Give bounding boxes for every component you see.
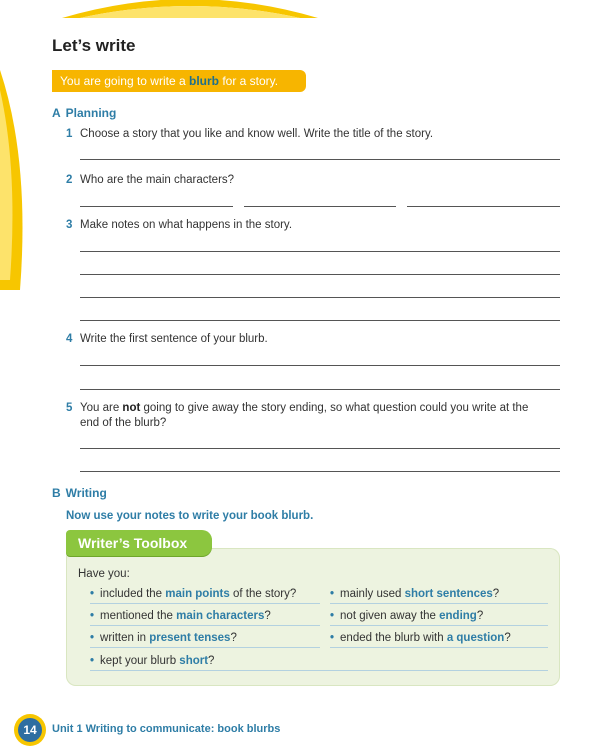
checklist-item bbox=[330, 628, 548, 648]
question-text: Who are the main characters? bbox=[80, 174, 235, 186]
page-number: 14 bbox=[18, 718, 42, 742]
page-number-badge bbox=[16, 716, 44, 744]
checklist-keyword: main characters bbox=[176, 610, 265, 622]
question-number: 3 bbox=[66, 219, 73, 231]
answer-line[interactable] bbox=[80, 159, 560, 160]
question-text: Choose a story that you like and know well. Write the title of the story. bbox=[80, 128, 434, 140]
answer-line[interactable] bbox=[244, 206, 396, 207]
question-number: 1 bbox=[66, 128, 73, 140]
footer-unit-title: Unit 1 Writing to communicate: book blurbs bbox=[52, 723, 281, 735]
bullet-icon: • bbox=[330, 632, 335, 644]
section-b-letter: B bbox=[52, 486, 61, 500]
answer-line[interactable] bbox=[80, 274, 560, 275]
checklist-text-before: mentioned the bbox=[100, 610, 177, 622]
question-1 bbox=[66, 127, 566, 142]
section-b-heading bbox=[52, 486, 107, 500]
section-a-heading bbox=[52, 106, 116, 120]
answer-line[interactable] bbox=[80, 389, 560, 390]
checklist-keyword: ending bbox=[439, 610, 477, 622]
question-5 bbox=[66, 401, 546, 431]
section-a-label: Planning bbox=[65, 106, 117, 120]
question-3 bbox=[66, 218, 566, 233]
answer-line[interactable] bbox=[80, 471, 560, 472]
checklist-keyword: present tenses bbox=[149, 632, 231, 644]
checklist-item bbox=[90, 651, 548, 671]
bullet-icon: • bbox=[90, 588, 95, 600]
checklist-item bbox=[90, 606, 320, 626]
banner-text-before: You are going to write a bbox=[60, 74, 189, 88]
checklist-text-after: ? bbox=[504, 632, 511, 644]
checklist-text-after: ? bbox=[264, 610, 271, 622]
answer-line[interactable] bbox=[80, 365, 560, 366]
toolbox-intro: Have you: bbox=[78, 568, 130, 580]
checklist-text-before: kept your blurb bbox=[100, 655, 180, 667]
question-number: 5 bbox=[66, 402, 73, 414]
question-text-after: going to give away the story ending, so what question could you write at the end of the blurb? bbox=[80, 402, 529, 429]
section-b-label: Writing bbox=[65, 486, 107, 500]
section-a-letter: A bbox=[52, 106, 61, 120]
checklist-text-after: ? bbox=[230, 632, 237, 644]
banner-text-after: for a story. bbox=[218, 74, 279, 88]
checklist-text-after: ? bbox=[492, 588, 500, 600]
question-emphasis: not bbox=[122, 402, 141, 414]
checklist-text-before: ended the blurb with bbox=[340, 632, 447, 644]
question-text: Write the first sentence of your blurb. bbox=[80, 333, 268, 345]
checklist-item bbox=[330, 606, 548, 626]
answer-line[interactable] bbox=[80, 297, 560, 298]
checklist-item bbox=[90, 584, 320, 604]
checklist-text-after: ? bbox=[208, 655, 215, 667]
answer-line[interactable] bbox=[80, 448, 560, 449]
bullet-icon: • bbox=[90, 632, 95, 644]
page-title: Let’s write bbox=[52, 36, 136, 55]
checklist-text-before: mainly used bbox=[340, 588, 405, 600]
intro-banner bbox=[52, 70, 306, 92]
answer-line[interactable] bbox=[407, 206, 560, 207]
checklist-item bbox=[330, 584, 548, 604]
checklist-text-before: included the bbox=[100, 588, 166, 600]
answer-line[interactable] bbox=[80, 251, 560, 252]
question-text: Make notes on what happens in the story. bbox=[80, 219, 293, 231]
question-4 bbox=[66, 332, 566, 347]
checklist-text-before: not given away the bbox=[340, 610, 440, 622]
question-text-before: You are bbox=[80, 402, 123, 414]
checklist-text-after: ? bbox=[476, 610, 484, 622]
bullet-icon: • bbox=[90, 610, 95, 622]
banner-keyword: blurb bbox=[188, 74, 219, 88]
answer-line[interactable] bbox=[80, 320, 560, 321]
checklist-item bbox=[90, 628, 320, 648]
checklist-keyword: short bbox=[179, 655, 209, 667]
writing-instruction: Now use your notes to write your book blurb. bbox=[66, 510, 314, 522]
question-text bbox=[80, 401, 546, 431]
question-number: 2 bbox=[66, 174, 73, 186]
checklist-text-before: written in bbox=[100, 632, 150, 644]
question-2 bbox=[66, 173, 566, 188]
checklist-keyword: a question bbox=[446, 632, 505, 644]
checklist-text-after: of the story? bbox=[229, 588, 297, 600]
bullet-icon: • bbox=[330, 610, 335, 622]
checklist-keyword: main points bbox=[165, 588, 230, 600]
bullet-icon: • bbox=[330, 588, 335, 600]
question-number: 4 bbox=[66, 333, 73, 345]
answer-line[interactable] bbox=[80, 206, 233, 207]
bullet-icon: • bbox=[90, 655, 95, 667]
writers-toolbox-title: Writer’s Toolbox bbox=[66, 530, 212, 556]
checklist-keyword: short sentences bbox=[404, 588, 493, 600]
